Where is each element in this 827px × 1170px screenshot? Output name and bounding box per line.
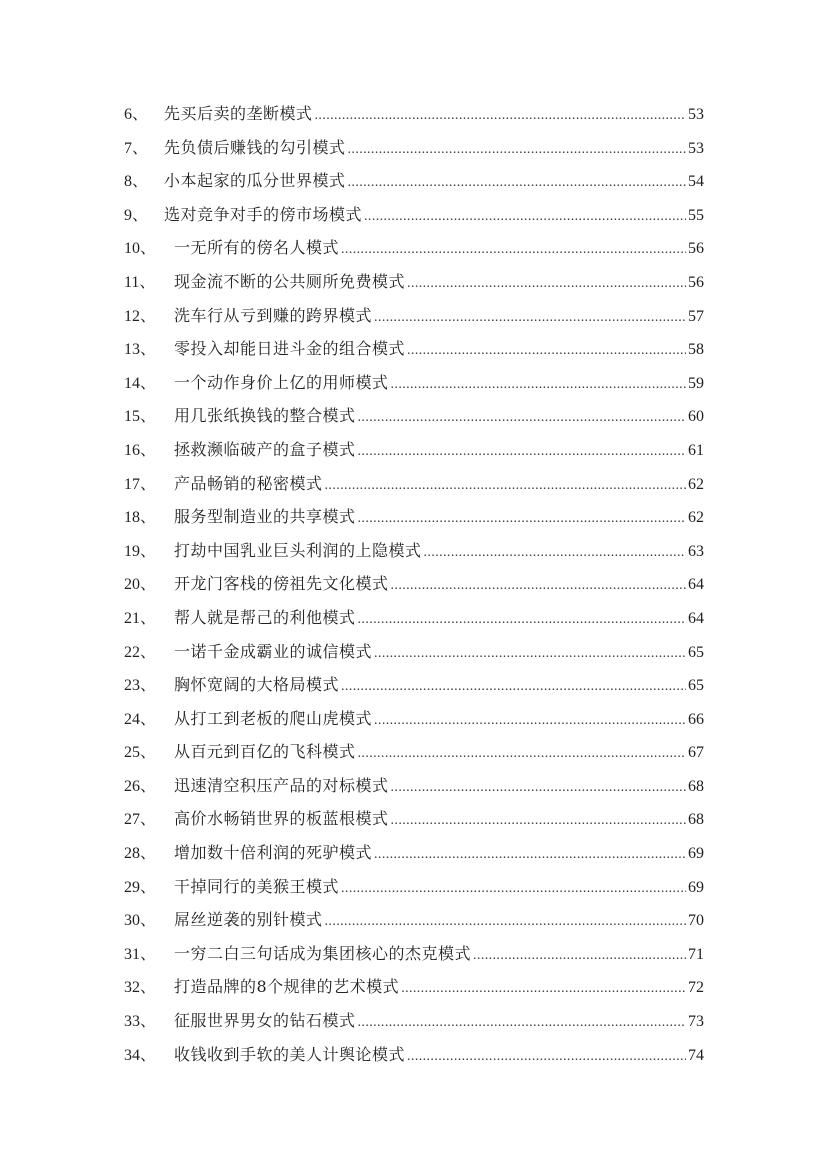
toc-entry xyxy=(124,299,704,333)
toc-entry-number: 14、 xyxy=(124,374,157,392)
dot-leader xyxy=(341,233,686,267)
toc-entry-title: 小本起家的瓜分世界模式 xyxy=(164,171,346,191)
toc-entry-page: 55 xyxy=(688,206,704,224)
dot-leader xyxy=(364,200,686,234)
toc-entry-title: 打劫中国乳业巨头利润的上隐模式 xyxy=(174,540,422,560)
toc-entry xyxy=(124,567,704,601)
dot-leader xyxy=(358,401,686,435)
toc-entry-number: 18、 xyxy=(124,509,157,527)
dot-leader xyxy=(348,133,686,167)
toc-entry xyxy=(124,97,704,131)
toc-entry xyxy=(124,198,704,232)
toc-entry xyxy=(124,1038,704,1072)
toc-entry-number: 26、 xyxy=(124,777,157,795)
table-of-contents xyxy=(124,97,704,1071)
toc-entry-page: 59 xyxy=(688,374,704,392)
toc-entry xyxy=(124,131,704,165)
toc-entry-page: 56 xyxy=(688,273,704,291)
toc-entry-title: 用几张纸换钱的整合模式 xyxy=(174,406,356,426)
toc-entry-page: 64 xyxy=(688,609,704,627)
toc-entry-page: 68 xyxy=(688,777,704,795)
toc-entry-page: 56 xyxy=(688,240,704,258)
toc-entry-number: 21、 xyxy=(124,609,157,627)
toc-entry xyxy=(124,702,704,736)
toc-entry-number: 12、 xyxy=(124,307,157,325)
toc-entry-page: 62 xyxy=(688,475,704,493)
toc-entry-title: 开龙门客栈的傍祖先文化模式 xyxy=(174,574,389,594)
toc-entry-page: 68 xyxy=(688,811,704,829)
toc-entry-page: 66 xyxy=(688,710,704,728)
toc-entry-title: 屌丝逆袭的别针模式 xyxy=(174,910,323,930)
toc-entry-title: 洗车行从亏到赚的跨界模式 xyxy=(174,305,373,325)
toc-entry-number: 28、 xyxy=(124,845,157,863)
toc-entry-number: 11、 xyxy=(124,273,156,291)
toc-entry-number: 19、 xyxy=(124,542,157,560)
dot-leader xyxy=(358,435,686,469)
toc-entry xyxy=(124,433,704,467)
toc-entry-page: 62 xyxy=(688,509,704,527)
toc-entry-page: 54 xyxy=(688,173,704,191)
toc-entry-title: 从打工到老板的爬山虎模式 xyxy=(174,708,373,728)
toc-entry-number: 34、 xyxy=(124,1046,157,1064)
dot-leader xyxy=(315,99,686,133)
toc-entry-page: 53 xyxy=(688,106,704,123)
toc-entry xyxy=(124,836,704,870)
toc-entry-page: 70 xyxy=(688,912,704,930)
toc-entry-title: 打造品牌的8个规律的艺术模式 xyxy=(174,977,400,997)
dot-leader xyxy=(374,637,686,671)
toc-entry-page: 73 xyxy=(688,1013,704,1031)
toc-entry xyxy=(124,265,704,299)
toc-entry-title: 现金流不断的公共厕所免费模式 xyxy=(174,271,406,291)
toc-entry-page: 71 xyxy=(688,945,704,963)
toc-entry-page: 72 xyxy=(688,979,704,997)
toc-entry-title: 从百元到百亿的飞科模式 xyxy=(174,742,356,762)
toc-entry xyxy=(124,231,704,265)
dot-leader xyxy=(374,704,686,738)
toc-entry-number: 13、 xyxy=(124,341,157,359)
toc-entry-page: 67 xyxy=(688,744,704,762)
toc-entry xyxy=(124,769,704,803)
toc-entry-title: 一诺千金成霸业的诚信模式 xyxy=(174,641,373,661)
toc-entry-number: 24、 xyxy=(124,710,157,728)
dot-leader xyxy=(325,469,686,503)
dot-leader xyxy=(341,872,686,906)
dot-leader xyxy=(325,905,686,939)
dot-leader xyxy=(358,737,686,771)
toc-entry-number: 7、 xyxy=(124,139,149,157)
toc-entry-number: 16、 xyxy=(124,441,157,459)
toc-entry xyxy=(124,802,704,836)
dot-leader xyxy=(391,804,686,838)
toc-entry xyxy=(124,500,704,534)
toc-entry-number: 8、 xyxy=(124,173,149,191)
toc-entry-title: 拯救濒临破产的盒子模式 xyxy=(174,439,356,459)
dot-leader xyxy=(407,267,686,301)
dot-leader xyxy=(341,670,686,704)
toc-entry-number: 20、 xyxy=(124,576,157,594)
toc-entry-title: 先负债后赚钱的勾引模式 xyxy=(164,137,346,157)
toc-entry xyxy=(124,937,704,971)
toc-entry-page: 74 xyxy=(688,1046,704,1064)
toc-entry-title: 产品畅销的秘密模式 xyxy=(174,473,323,493)
toc-entry xyxy=(124,1004,704,1038)
dot-leader xyxy=(391,771,686,805)
dot-leader xyxy=(358,502,686,536)
toc-entry-number: 6、 xyxy=(124,106,149,123)
toc-entry-title: 胸怀宽阔的大格局模式 xyxy=(174,675,340,695)
dot-leader xyxy=(424,536,686,570)
toc-entry xyxy=(124,735,704,769)
toc-entry-title: 先买后卖的垄断模式 xyxy=(164,104,313,123)
toc-entry xyxy=(124,635,704,669)
toc-entry-page: 58 xyxy=(688,341,704,359)
toc-entry-page: 64 xyxy=(688,576,704,594)
toc-entry-title: 迅速清空积压产品的对标模式 xyxy=(174,775,389,795)
toc-entry-page: 65 xyxy=(688,677,704,695)
toc-entry-title: 干掉同行的美猴王模式 xyxy=(174,876,340,896)
toc-entry-page: 60 xyxy=(688,408,704,426)
toc-entry xyxy=(124,399,704,433)
toc-entry-number: 22、 xyxy=(124,643,157,661)
toc-entry-page: 69 xyxy=(688,845,704,863)
dot-leader xyxy=(358,603,686,637)
toc-entry-title: 零投入却能日进斗金的组合模式 xyxy=(174,339,406,359)
toc-entry xyxy=(124,366,704,400)
toc-entry xyxy=(124,668,704,702)
toc-entry-number: 29、 xyxy=(124,878,157,896)
dot-leader xyxy=(391,569,686,603)
toc-entry-number: 23、 xyxy=(124,677,157,695)
toc-entry-page: 53 xyxy=(688,139,704,157)
toc-entry-page: 65 xyxy=(688,643,704,661)
dot-leader xyxy=(401,972,686,1006)
toc-entry xyxy=(124,534,704,568)
toc-entry-page: 57 xyxy=(688,307,704,325)
toc-entry-number: 33、 xyxy=(124,1013,157,1031)
toc-entry-number: 31、 xyxy=(124,945,157,963)
toc-entry xyxy=(124,870,704,904)
toc-entry-page: 61 xyxy=(688,441,704,459)
toc-entry-number: 27、 xyxy=(124,811,157,829)
toc-entry-number: 10、 xyxy=(124,240,157,258)
toc-entry-title: 增加数十倍利润的死驴模式 xyxy=(174,843,373,863)
toc-entry xyxy=(124,164,704,198)
toc-entry-number: 15、 xyxy=(124,408,157,426)
toc-entry-page: 63 xyxy=(688,542,704,560)
toc-entry-title: 服务型制造业的共享模式 xyxy=(174,507,356,527)
dot-leader xyxy=(407,334,686,368)
toc-entry-number: 30、 xyxy=(124,912,157,930)
toc-entry-title: 帮人就是帮己的利他模式 xyxy=(174,607,356,627)
dot-leader xyxy=(374,838,686,872)
toc-entry-title: 一个动作身价上亿的用师模式 xyxy=(174,372,389,392)
toc-entry-number: 17、 xyxy=(124,475,157,493)
toc-entry xyxy=(124,601,704,635)
dot-leader xyxy=(473,939,686,973)
toc-entry-title: 一穷二白三句话成为集团核心的杰克模式 xyxy=(174,943,472,963)
toc-entry xyxy=(124,970,704,1004)
toc-entry-title: 选对竞争对手的傍市场模式 xyxy=(164,204,363,224)
toc-entry-number: 32、 xyxy=(124,979,157,997)
dot-leader xyxy=(348,166,686,200)
dot-leader xyxy=(407,1040,686,1074)
toc-entry xyxy=(124,903,704,937)
toc-entry-title: 一无所有的傍名人模式 xyxy=(174,238,340,258)
dot-leader xyxy=(374,301,686,335)
toc-entry-title: 高价水畅销世界的板蓝根模式 xyxy=(174,809,389,829)
toc-entry-number: 25、 xyxy=(124,744,157,762)
toc-entry-title: 收钱收到手软的美人计舆论模式 xyxy=(174,1044,406,1064)
toc-entry-page: 69 xyxy=(688,878,704,896)
toc-entry-title: 征服世界男女的钻石模式 xyxy=(174,1011,356,1031)
dot-leader xyxy=(391,368,686,402)
toc-entry xyxy=(124,467,704,501)
dot-leader xyxy=(358,1006,686,1040)
toc-entry-number: 9、 xyxy=(124,206,149,224)
toc-entry xyxy=(124,332,704,366)
